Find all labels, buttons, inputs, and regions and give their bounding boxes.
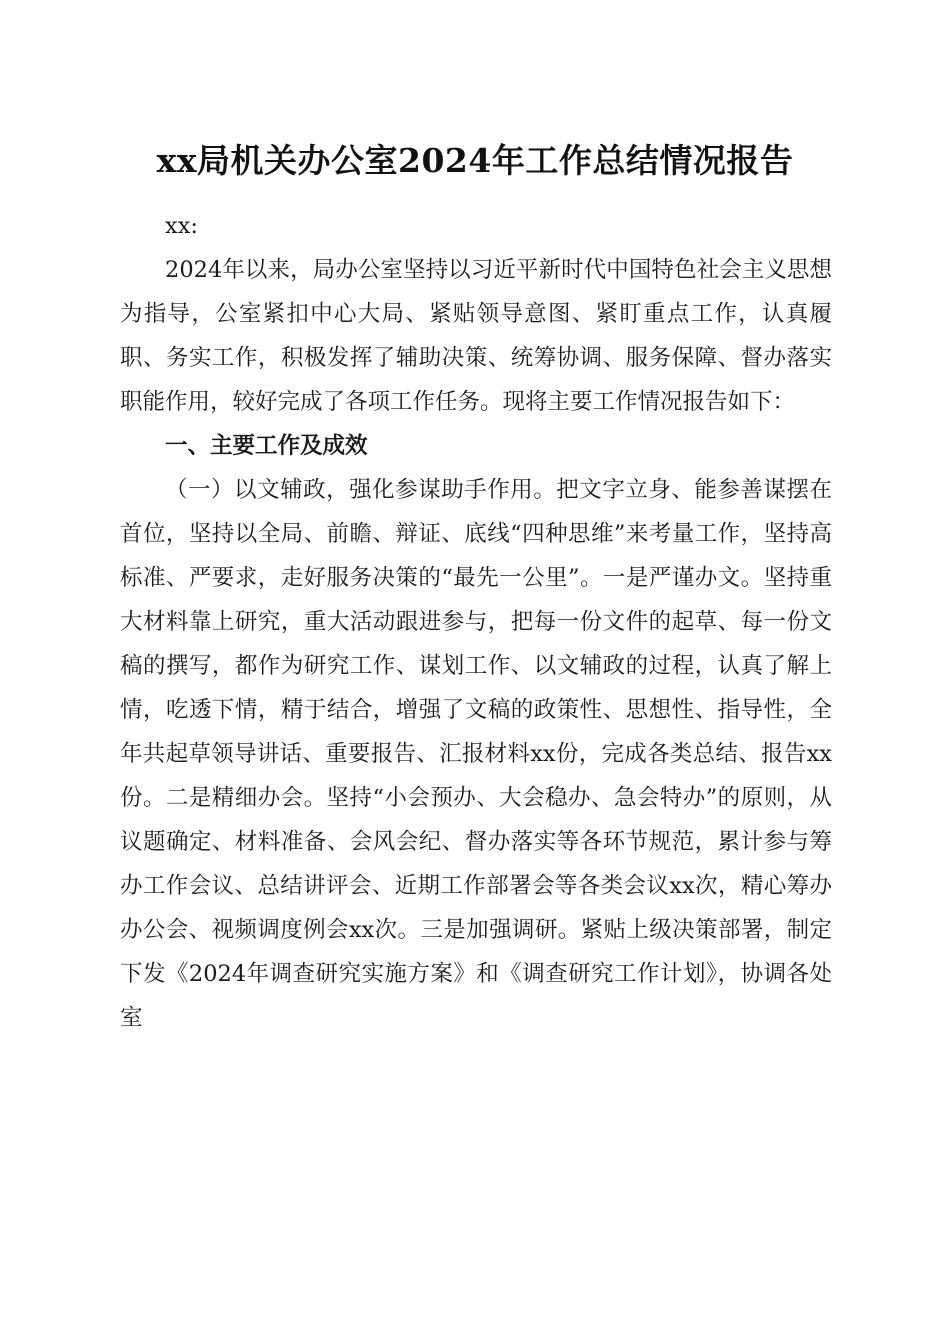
section-heading: 一、主要工作及成效 <box>165 433 368 459</box>
document-body <box>120 204 832 1040</box>
intro-paragraph: 2024年以来，局办公室坚持以习近平新时代中国特色社会主义思想为指导，公室紧扣中心大局、紧贴领导意图、紧盯重点工作，认真履职、务实工作，积极发挥了辅助决策、统筹协调、服务保障、督办落实职能作用，较好完成了各项工作任务。现将主要工作情况报告如下： <box>120 257 832 415</box>
section-paragraph: （一）以文辅政，强化参谋助手作用。把文字立身、能参善谋摆在首位，坚持以全局、前瞻、辩证、底线“四种思维”来考量工作，坚持高标准、严要求，走好服务决策的“最先一公里”。一是严谨办文。坚持重大材料靠上研究，重大活动跟进参与，把每一份文件的起草、每一份文稿的撰写，都作为研究工作、谋划工作、以文辅政的过程，认真了解上情，吃透下情，精于结合，增强了文稿的政策性、思想性、指导性，全年共起草领导讲话、重要报告、汇报材料xx份，完成各类总结、报告xx份。二是精细办会。坚持“小会预办、大会稳办、急会特办”的原则，从议题确定、材料准备、会风会纪、督办落实等各环节规范，累计参与筹办工作会议、总结讲评会、近期工作部署会等各类会议xx次，精心筹办办公会、视频调度例会xx次。三是加强调研。紧贴上级决策部署，制定下发《2024年调查研究实施方案》和《调查研究工作计划》，协调各处室 <box>120 477 832 1031</box>
salutation: xx: <box>165 213 198 239</box>
document-title: xx局机关办公室2024年工作总结情况报告 <box>156 141 794 180</box>
